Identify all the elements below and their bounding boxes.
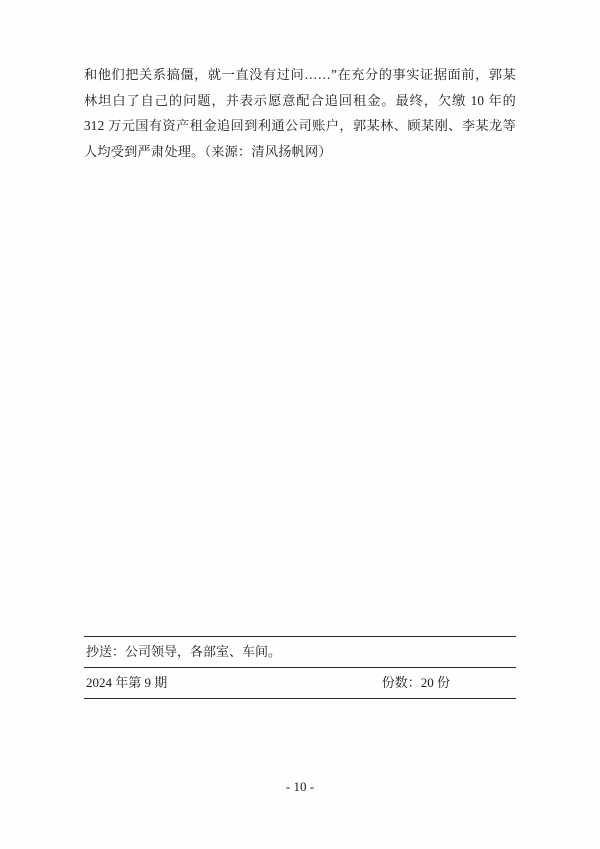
footer-issue-label: 2024 年第 9 期 [86,675,168,690]
page-footer [84,636,516,699]
page-number: - 10 - [285,779,315,794]
footer-bottom-rule [84,698,516,699]
page-content [84,62,516,164]
footer-distribution: 抄送：公司领导，各部室、车间。 [86,644,282,659]
footer-issue-row [84,668,516,698]
body-paragraph: 和他们把关系搞僵，就一直没有过问……”在充分的事实证据面前，郭某林坦白了自己的问题，并表示愿意配合追回租金。最终，欠缴 10 年的 312 万元国有资产租金追回到利通公司账户，郭某林、顾某刚、李某龙等人均受到严肃处理。（来源：清风扬帆网） [84,67,516,159]
footer-copies-label: 份数：20 份 [381,675,450,690]
